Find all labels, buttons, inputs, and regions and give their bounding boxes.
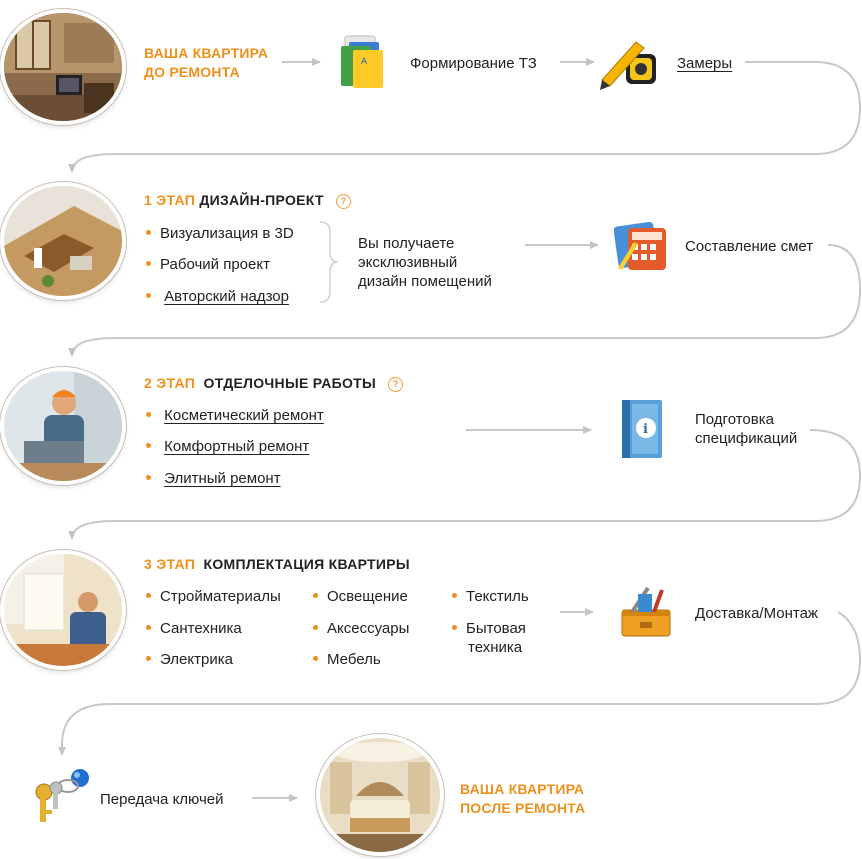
stage3-accessories: Аксессуары <box>313 619 409 638</box>
stage1-title <box>144 192 351 209</box>
brace <box>320 222 338 302</box>
stage2-name: ОТДЕЛОЧНЫЕ РАБОТЫ <box>203 375 377 391</box>
stage3-name: КОМПЛЕКТАЦИЯ КВАРТИРЫ <box>203 556 410 572</box>
delivery-label: Доставка/Монтаж <box>695 605 818 622</box>
spec-line1: Подготовка <box>695 411 774 428</box>
stage3-plumbing: Сантехника <box>146 619 242 638</box>
stage1-item-visualization: Визуализация в 3D <box>146 224 294 243</box>
keys-label: Передача ключей <box>100 791 224 808</box>
stage1-number: 1 ЭТАП <box>144 192 196 208</box>
stage2-number: 2 ЭТАП <box>144 375 196 391</box>
before-title-line1: ВАША КВАРТИРА <box>144 45 269 61</box>
result-line2: эксклюзивный <box>358 254 458 271</box>
svg-text:A: A <box>361 57 368 67</box>
stage3-number: 3 ЭТАП <box>144 556 196 572</box>
result-line1: Вы получаете <box>358 235 455 252</box>
stage1-item-supervision[interactable] <box>146 287 289 306</box>
spec-line2: спецификаций <box>695 430 798 447</box>
stage1-name: ДИЗАЙН-ПРОЕКТ <box>199 192 324 208</box>
installer-image <box>4 554 122 666</box>
worker-image <box>4 371 122 481</box>
after-title-line1: ВАША КВАРТИРА <box>460 781 585 797</box>
tz-label: Формирование ТЗ <box>410 55 537 72</box>
stage1-item-working-project: Рабочий проект <box>146 255 270 274</box>
comfort-link[interactable]: Комфортный ремонт <box>164 438 310 455</box>
furnishing-photo <box>4 554 122 666</box>
stage3-electrics: Электрика <box>146 650 233 669</box>
folders-icon <box>339 34 389 90</box>
stage3-lighting: Освещение <box>313 587 408 606</box>
stage2-item-comfort[interactable] <box>146 437 309 456</box>
info-book-icon <box>618 398 666 462</box>
toolbox-icon <box>618 584 674 640</box>
before-title-line2: ДО РЕМОНТА <box>144 64 240 80</box>
design-project-photo <box>4 186 122 296</box>
stage3-title <box>144 556 410 572</box>
stage2-title <box>144 375 403 392</box>
finishing-works-photo <box>4 371 122 481</box>
keys-icon <box>28 766 92 826</box>
stage2-item-elite[interactable] <box>146 469 281 488</box>
stage3-appliances-line1: Бытовая <box>452 619 526 638</box>
bedroom-image <box>320 738 440 852</box>
stage3-appliances-line2: техника <box>468 639 523 656</box>
stage1-help-icon[interactable]: ? <box>336 194 351 209</box>
svg-text:i: i <box>643 422 648 437</box>
stage2-item-cosmetic[interactable] <box>146 406 324 425</box>
after-renovation-photo <box>320 738 440 852</box>
stage3-textile: Текстиль <box>452 587 529 606</box>
cosmetic-link[interactable]: Косметический ремонт <box>164 407 324 424</box>
after-title-line2: ПОСЛЕ РЕМОНТА <box>460 800 586 816</box>
estimate-label: Составление смет <box>685 238 814 255</box>
stage2-help-icon[interactable]: ? <box>388 377 403 392</box>
calculator-icon <box>614 222 670 272</box>
stage3-building-materials: Стройматериалы <box>146 587 281 606</box>
measure-link[interactable]: Замеры <box>677 55 733 72</box>
before-renovation-photo <box>4 13 122 121</box>
stage3-furniture: Мебель <box>313 650 381 669</box>
ruler-pencil-icon <box>598 34 660 90</box>
old-room-image <box>4 13 122 121</box>
3d-plan-image <box>4 186 122 296</box>
supervision-link[interactable]: Авторский надзор <box>164 288 289 305</box>
result-line3: дизайн помещений <box>358 273 492 290</box>
elite-link[interactable]: Элитный ремонт <box>164 470 281 487</box>
